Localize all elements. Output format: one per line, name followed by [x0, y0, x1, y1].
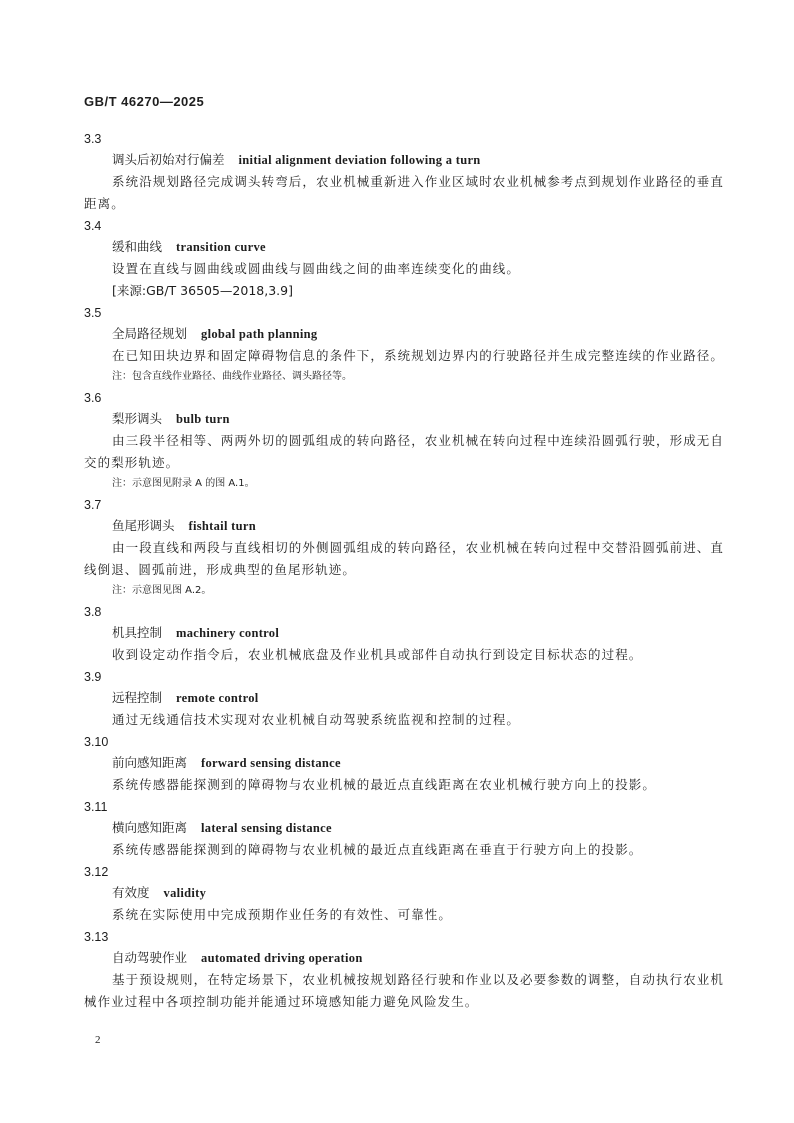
term-heading [84, 687, 724, 709]
term-chinese: 机具控制 [112, 625, 163, 640]
term-heading [84, 817, 724, 839]
term-english: machinery control [176, 626, 280, 640]
term-english: bulb turn [176, 412, 230, 426]
term-number: 3.7 [84, 498, 102, 512]
term-entry-3-9 [84, 667, 724, 731]
term-number: 3.12 [84, 865, 109, 879]
term-definition: 由三段半径相等、两两外切的圆弧组成的转向路径，农业机械在转向过程中连续沿圆弧行驶，形成无自交的梨形轨迹。 [84, 433, 725, 470]
term-number: 3.8 [84, 605, 102, 619]
term-english: forward sensing distance [201, 756, 341, 770]
term-english: transition curve [176, 240, 266, 254]
term-number: 3.5 [84, 306, 102, 320]
term-entry-3-5 [84, 303, 724, 387]
term-number: 3.3 [84, 132, 102, 146]
term-definition: 在已知田块边界和固定障碍物信息的条件下，系统规划边界内的行驶路径并生成完整连续的作业路径。 [112, 348, 725, 363]
term-definition: 设置在直线与圆曲线或圆曲线与圆曲线之间的曲率连续变化的曲线。 [112, 261, 521, 276]
term-entry-3-10 [84, 732, 724, 796]
term-english: validity [163, 886, 207, 900]
page-number: 2 [95, 1034, 101, 1046]
term-heading [84, 882, 724, 904]
term-definition: 系统传感器能探测到的障碍物与农业机械的最近点直线距离在农业机械行驶方向上的投影。 [112, 777, 657, 792]
term-definition: 通过无线通信技术实现对农业机械自动驾驶系统监视和控制的过程。 [112, 712, 521, 727]
term-english: lateral sensing distance [201, 821, 332, 835]
term-heading [84, 323, 724, 345]
term-number: 3.13 [84, 930, 109, 944]
term-entry-3-8 [84, 602, 724, 666]
term-entry-3-7 [84, 495, 724, 601]
term-note: 注：示意图见图 A.2。 [112, 585, 212, 596]
term-chinese: 梨形调头 [112, 411, 163, 426]
term-note: 注：包含直线作业路径、曲线作业路径、调头路径等。 [112, 371, 352, 382]
terms-list [84, 128, 724, 1013]
term-chinese: 横向感知距离 [112, 820, 188, 835]
term-number: 3.4 [84, 219, 102, 233]
term-source: [来源:GB/T 36505—2018,3.9] [112, 283, 293, 298]
term-heading [84, 622, 724, 644]
term-english: remote control [176, 691, 259, 705]
term-chinese: 缓和曲线 [112, 239, 163, 254]
term-english: automated driving operation [201, 951, 363, 965]
term-definition: 由一段直线和两段与直线相切的外侧圆弧组成的转向路径，农业机械在转向过程中交替沿圆弧前进、直线倒退、圆弧前进，形成典型的鱼尾形轨迹。 [84, 540, 725, 577]
term-english: global path planning [201, 327, 318, 341]
term-entry-3-13 [84, 927, 724, 1013]
term-heading [84, 408, 724, 430]
term-heading [84, 236, 724, 258]
term-chinese: 有效度 [112, 885, 150, 900]
term-entry-3-6 [84, 388, 724, 494]
term-english: fishtail turn [188, 519, 256, 533]
term-heading [84, 752, 724, 774]
term-chinese: 全局路径规划 [112, 326, 188, 341]
term-heading [84, 947, 724, 969]
term-chinese: 鱼尾形调头 [112, 518, 175, 533]
standard-number-header: GB/T 46270—2025 [84, 94, 205, 109]
term-entry-3-4 [84, 216, 724, 302]
term-definition: 系统传感器能探测到的障碍物与农业机械的最近点直线距离在垂直于行驶方向上的投影。 [112, 842, 643, 857]
term-entry-3-3 [84, 129, 724, 215]
term-heading [84, 149, 724, 171]
term-chinese: 调头后初始对行偏差 [112, 152, 225, 167]
term-english: initial alignment deviation following a turn [238, 153, 481, 167]
term-chinese: 远程控制 [112, 690, 163, 705]
term-number: 3.9 [84, 670, 102, 684]
term-definition: 收到设定动作指令后，农业机械底盘及作业机具或部件自动执行到设定目标状态的过程。 [112, 647, 643, 662]
term-chinese: 自动驾驶作业 [112, 950, 188, 965]
term-definition: 基于预设规则，在特定场景下，农业机械按规划路径行驶和作业以及必要参数的调整，自动执行农业机械作业过程中各项控制功能并能通过环境感知能力避免风险发生。 [84, 972, 725, 1009]
term-entry-3-12 [84, 862, 724, 926]
term-number: 3.10 [84, 735, 109, 749]
term-number: 3.11 [84, 800, 108, 814]
term-entry-3-11 [84, 797, 724, 861]
term-definition: 系统在实际使用中完成预期作业任务的有效性、可靠性。 [112, 907, 453, 922]
term-heading [84, 515, 724, 537]
term-chinese: 前向感知距离 [112, 755, 188, 770]
term-number: 3.6 [84, 391, 102, 405]
term-definition: 系统沿规划路径完成调头转弯后，农业机械重新进入作业区域时农业机械参考点到规划作业路径的垂直距离。 [84, 174, 725, 211]
term-note: 注：示意图见附录 A 的图 A.1。 [112, 478, 255, 489]
